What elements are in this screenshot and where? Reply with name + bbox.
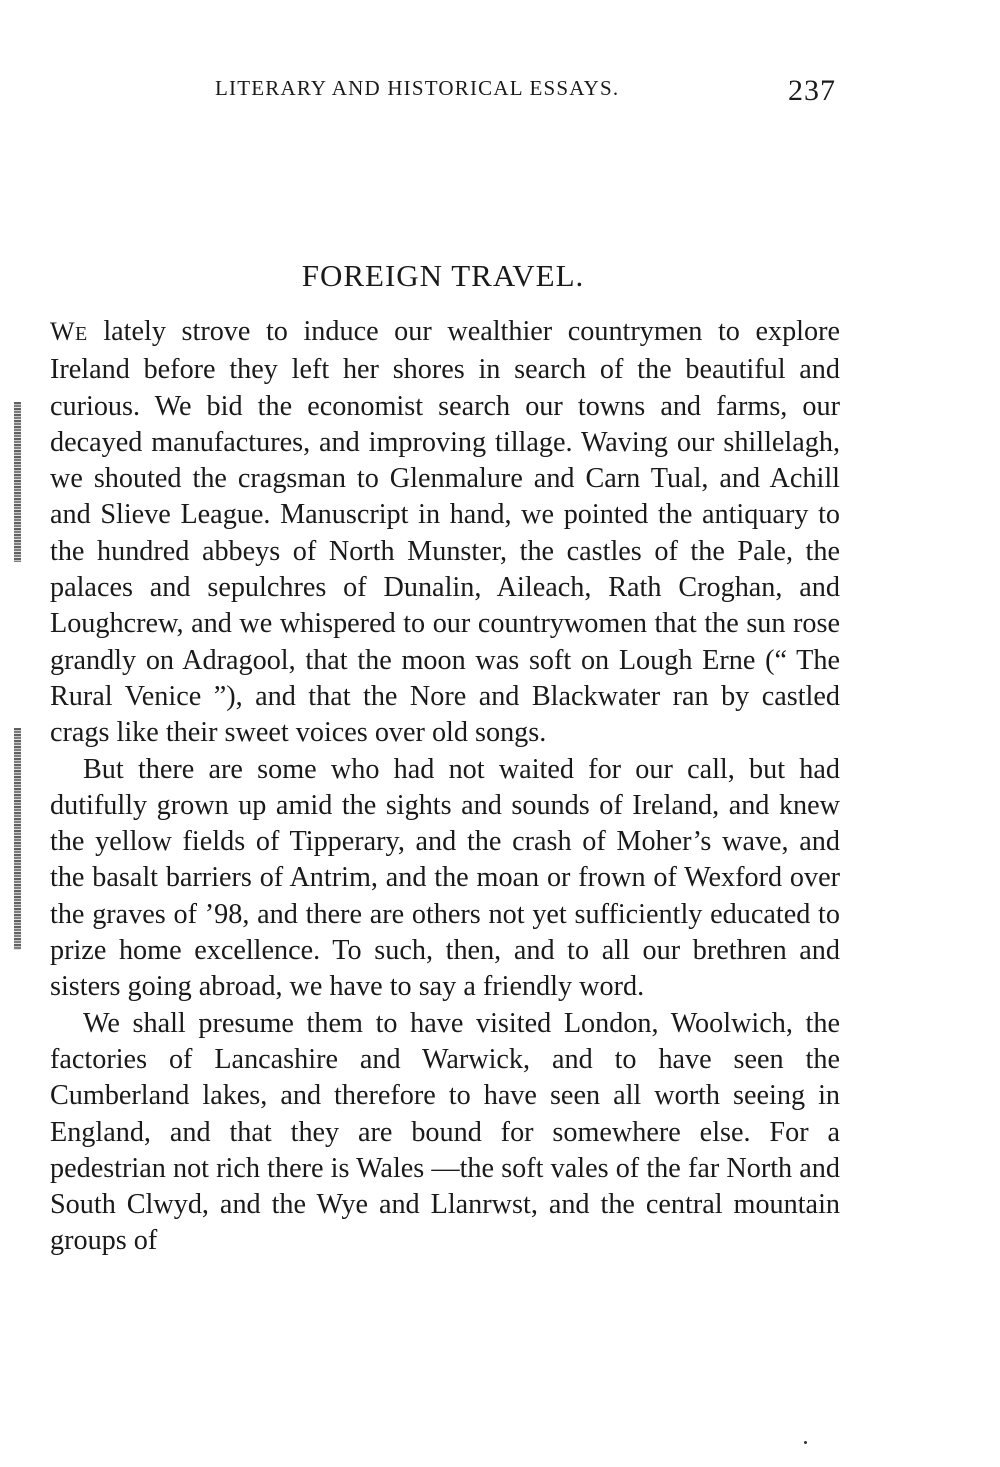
paragraph-1: WE lately strove to induce our wealthier countrymen to explore Ireland before they left her shores in search of the beautiful and curious. We bid the economist search our towns and farms, our decayed manufactures, and improving tillage. Waving our shillelagh, we shouted the cragsman to Glenmalure and Carn Tual, and Achill and Slieve League. Manuscript in hand, we pointed the antiquary to the hundred abbeys of North Munster, the castles of the Pale, the palaces and sepulchres of Dunalin, Aileach, Rath Croghan, and Loughcrew, and we whispered to our countrywomen that the sun rose grandly on Adragool, that the moon was soft on Lough Erne (“ The Rural Venice ”), and that the Nore and Blackwater ran by castled crags like their sweet voices over old songs.	[50, 316, 840, 749]
paper-speck	[804, 1441, 807, 1444]
paragraph-2: But there are some who had not waited for our call, but had dutifully grown up amid the sights and sounds of Ireland, and knew the yellow fields of Tipperary, and the crash of Moher’s wave, and the basalt barriers of Antrim, and the moan or frown of Wexford over the graves of ’98, and there are others not yet sufficiently educated to prize home excellence. To such, then, and to all our brethren and sisters going abroad, we have to say a friendly word.	[50, 753, 840, 1003]
page-number: 237	[788, 74, 836, 107]
body-text	[50, 314, 840, 1260]
binding-shadow-mark	[14, 402, 21, 562]
running-head: LITERARY AND HISTORICAL ESSAYS.	[215, 76, 620, 100]
paragraph-3: We shall presume them to have visited London, Woolwich, the factories of Lancashire and Warwick, and to have seen the Cumberland lakes, and therefore to have seen all worth seeing in England, and that they are bound for somewhere else. For a pedestrian not rich there is Wales —the soft vales of the far North and South Clwyd, and the Wye and Llanrwst, and the central mountain groups of	[50, 1007, 840, 1257]
section-title: FOREIGN TRAVEL.	[301, 258, 585, 293]
binding-shadow-mark	[14, 728, 21, 950]
lead-small-caps: WE	[50, 317, 88, 346]
